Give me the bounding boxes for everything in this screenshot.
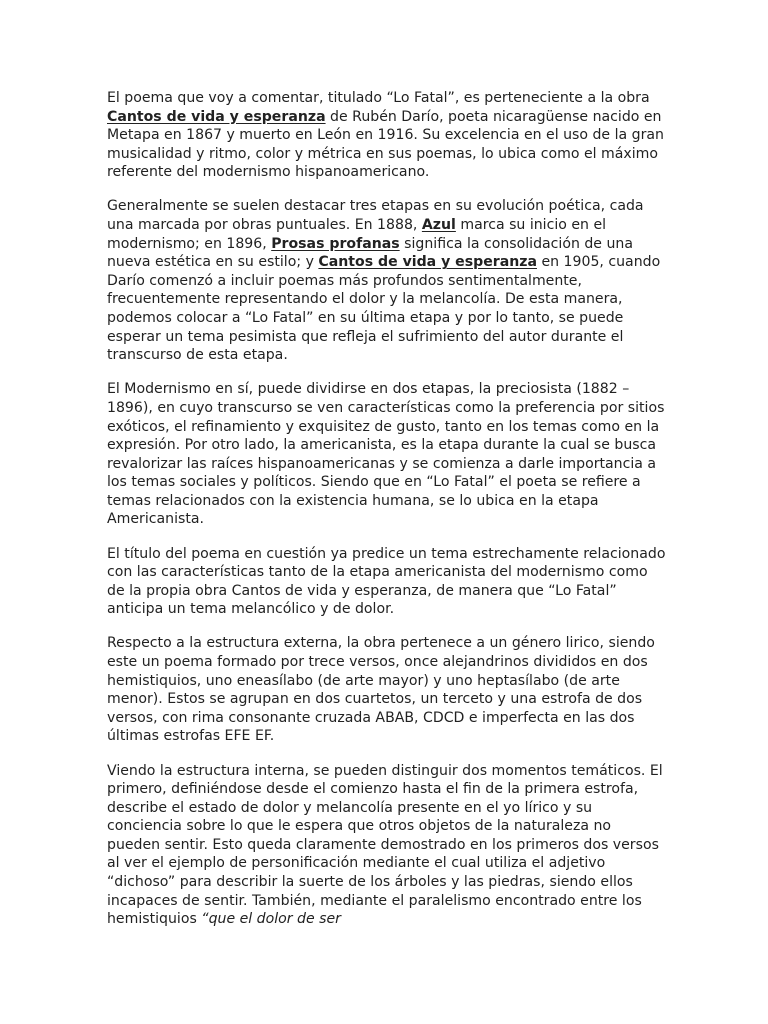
book-title-reference: Azul: [421, 217, 456, 234]
document-body: [107, 89, 667, 944]
italic-quote: “que el dolor de ser: [201, 911, 341, 928]
paragraph-2: [107, 197, 667, 364]
text-segment: significa la consolidación de una nueva estética en su estilo; y: [107, 235, 633, 271]
text-segment: Respecto a la estructura externa, la obra pertenece a un género lirico, siendo este un poema formado por trece versos, once alejandrinos divididos en dos hemistiquios, uno eneasílabo (de arte mayor) y uno heptasílabo (de arte menor). Estos se agrupan en dos cuartetos, un terceto y una estrofa de dos versos, con rima consonante cruzada ABAB, CDCD e imperfecta en las dos últimas estrofas EFE EF.: [107, 635, 655, 745]
text-segment: Generalmente se suelen destacar tres etapas en su evolución poética, cada una marcada por obras puntuales. En 1888,: [107, 198, 644, 234]
text-segment: El Modernismo en sí, puede dividirse en dos etapas, la preciosista (1882 – 1896), en cuyo transcurso se ven características como la preferencia por sitios exóticos, el refinamiento y exquisitez de gusto, tanto en los temas como en la expresión. Por otro lado, la americanista, es la etapa durante la cual se busca revalorizar las raíces hispanoamericanas y se comienza a darle importancia a los temas sociales y políticos. Siendo que en “Lo Fatal” el poeta se refiere a temas relacionados con la existencia humana, se lo ubica en la etapa Americanista.: [107, 381, 665, 528]
book-title-reference: Cantos de vida y esperanza: [107, 108, 326, 125]
text-segment: Viendo la estructura interna, se pueden distinguir dos momentos temáticos. El primero, definiéndose desde el comienzo hasta el fin de la primera estrofa, describe el estado de dolor y melancolía presente en el yo lírico y su conciencia sobre lo que le espera que otros objetos de la naturaleza no pueden sentir. Esto queda claramente demostrado en los primeros dos versos al ver el ejemplo de personificación mediante el cual utiliza el adjetivo “dichoso” para describir la suerte de los árboles y las piedras, siendo ellos incapaces de sentir. También, mediante el paralelismo encontrado entre los hemistiquios: [107, 762, 663, 928]
paragraph-6: [107, 762, 667, 929]
book-title-reference: Cantos de vida y esperanza: [318, 254, 537, 271]
text-segment: de Rubén Darío, poeta nicaragüense nacido en Metapa en 1867 y muerto en León en 1916. Su excelencia en el uso de la gran musicalidad y ritmo, color y métrica en sus poemas, lo ubica como el máximo referente del modernismo hispanoamericano.: [107, 108, 664, 181]
paragraph-1: [107, 89, 667, 182]
paragraph-4: [107, 545, 667, 619]
book-title-reference: Prosas profanas: [271, 235, 400, 252]
text-segment: en 1905, cuando Darío comenzó a incluir poemas más profundos sentimentalmente, frecuentemente representando el dolor y la melancolía. De esta manera, podemos colocar a “Lo Fatal” en su última etapa y por lo tanto, se puede esperar un tema pesimista que refleja el sufrimiento del autor durante el transcurso de esta etapa.: [107, 254, 661, 364]
text-segment: marca su inicio en el modernismo; en 1896,: [107, 217, 607, 252]
text-segment: El poema que voy a comentar, titulado “Lo Fatal”, es perteneciente a la obra: [107, 90, 650, 106]
paragraph-5: [107, 634, 667, 746]
paragraph-3: [107, 380, 667, 529]
text-segment: El título del poema en cuestión ya predice un tema estrechamente relacionado con las características tanto de la etapa americanista del modernismo como de la propia obra Cantos de vida y esperanza, de manera que “Lo Fatal” anticipa un tema melancólico y de dolor.: [107, 545, 666, 618]
